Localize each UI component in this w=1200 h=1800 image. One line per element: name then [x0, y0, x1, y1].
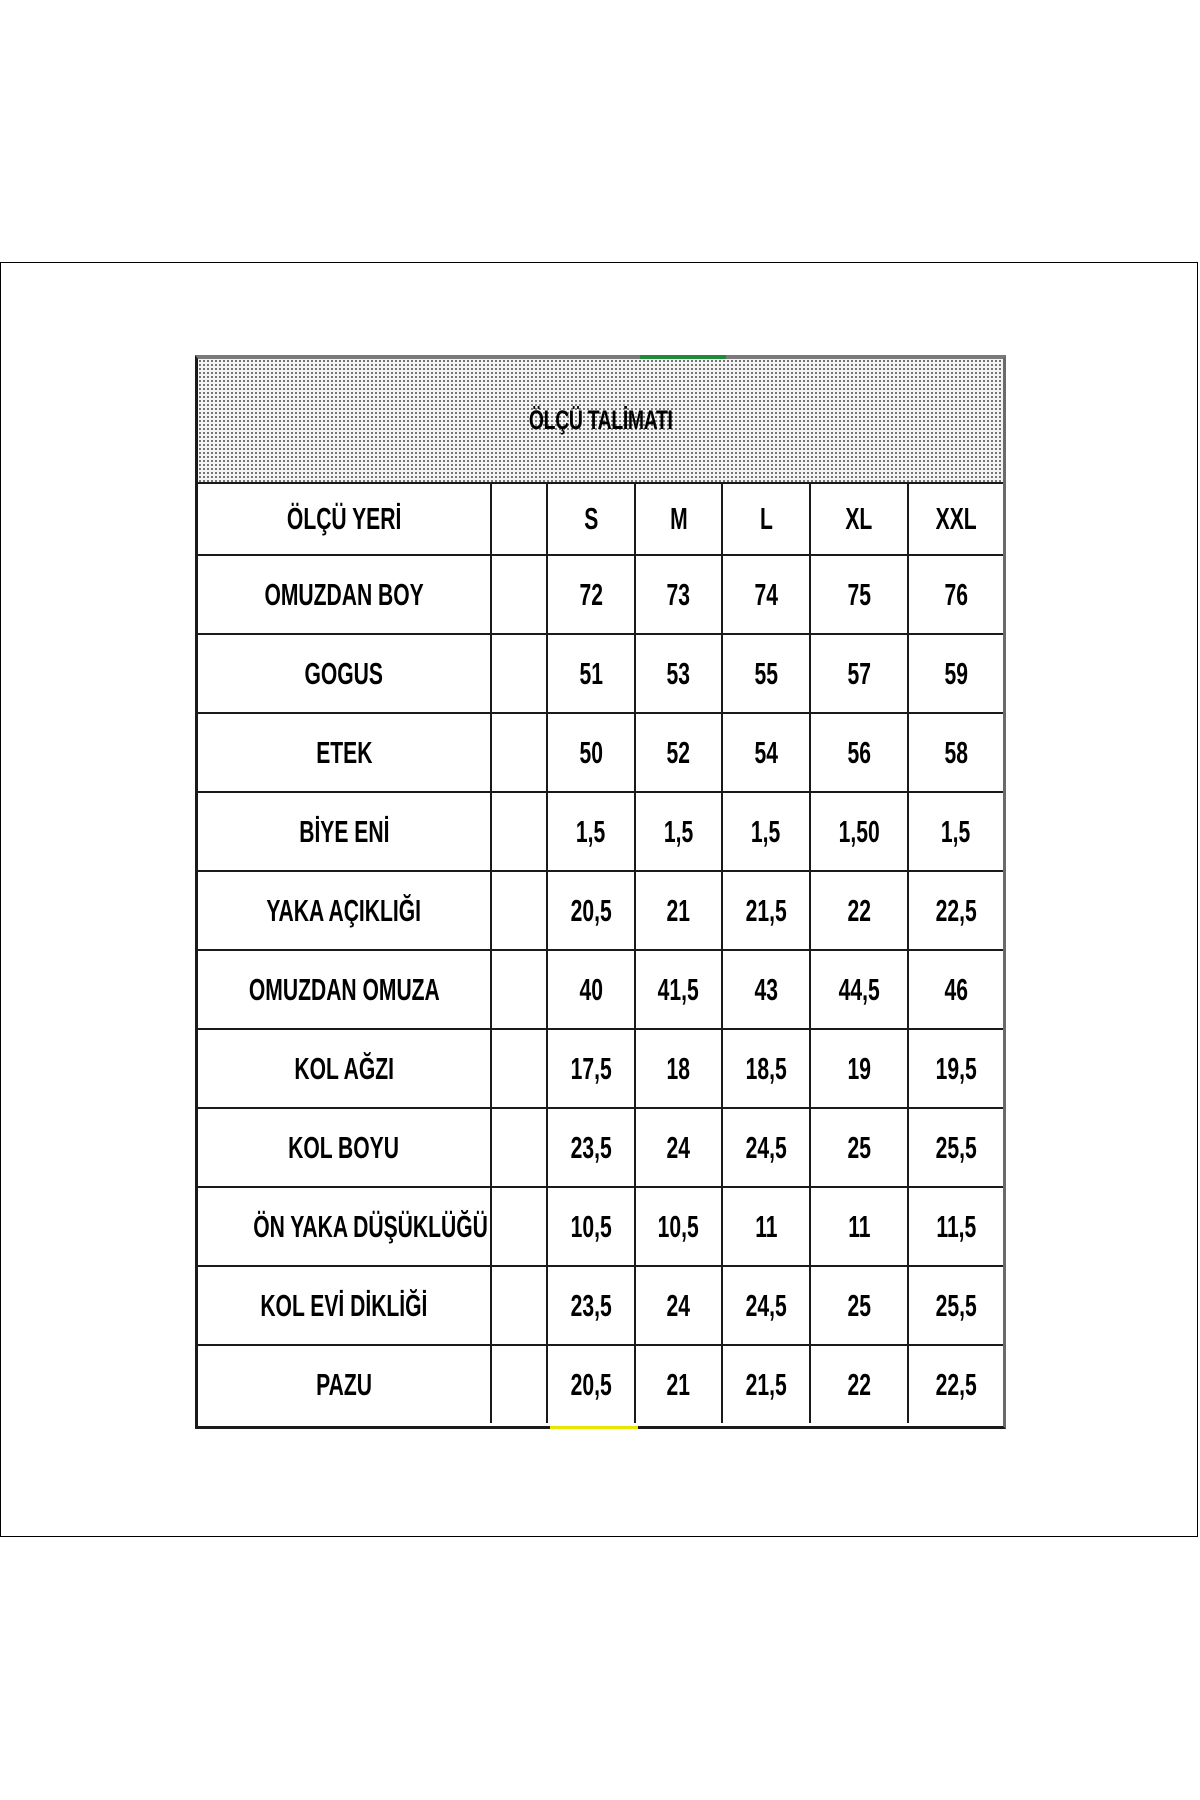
measurement-value-cell [635, 1187, 722, 1266]
measurement-value-cell [635, 792, 722, 871]
measurement-value-cell [547, 1108, 635, 1187]
measurement-value: 76 [944, 576, 968, 612]
measurement-label: KOL BOYU [288, 1129, 400, 1165]
measurement-value-cell [635, 1266, 722, 1345]
measurement-value: 52 [666, 734, 691, 770]
measurement-value-cell [635, 555, 722, 634]
measurement-label-cell [198, 1108, 491, 1187]
measurement-value: 25 [847, 1129, 871, 1165]
size-header-xl: XL [810, 484, 908, 555]
measurement-value: 20,5 [570, 1366, 612, 1402]
blank-cell [491, 634, 547, 713]
measurement-value: 58 [944, 734, 968, 770]
measurement-value: 22,5 [935, 892, 977, 928]
measurement-value-cell [908, 792, 1003, 871]
measurement-value: 19 [847, 1050, 871, 1086]
table-row [198, 713, 1003, 792]
header-label: ÖLÇÜ YERİ [286, 501, 402, 536]
size-header-s: S [547, 484, 635, 555]
measurement-value-cell [908, 634, 1003, 713]
measurement-value: 21 [666, 892, 691, 928]
measurement-value: 22 [847, 1366, 871, 1402]
measurement-value-cell [547, 555, 635, 634]
measurement-value-cell [722, 555, 810, 634]
size-header-l: L [722, 484, 810, 555]
table-row [198, 871, 1003, 950]
measurement-label: YAKA AÇIKLIĞI [266, 892, 422, 928]
measurement-value-cell [722, 792, 810, 871]
measurement-value-cell [547, 792, 635, 871]
measurement-label-cell [198, 950, 491, 1029]
measurement-label-cell [198, 1266, 491, 1345]
measurement-value-cell [635, 1029, 722, 1108]
measurement-value: 54 [754, 734, 778, 770]
measurement-value-cell [635, 1345, 722, 1423]
measurement-value: 24 [666, 1287, 691, 1323]
measurement-value-cell [810, 950, 908, 1029]
measurement-value: 41,5 [657, 971, 700, 1007]
measurement-value: 1,5 [663, 813, 694, 849]
measurement-value-cell [810, 792, 908, 871]
chart-title-row [198, 359, 1003, 484]
measurement-value: 23,5 [570, 1129, 612, 1165]
measurement-value: 18,5 [745, 1050, 787, 1086]
measurement-value: 11,5 [936, 1208, 976, 1244]
header-label-cell [198, 484, 491, 555]
size-table [198, 484, 1003, 1423]
table-row [198, 792, 1003, 871]
measurement-value: 22,5 [935, 1366, 977, 1402]
measurement-value-cell [908, 555, 1003, 634]
measurement-value: 57 [847, 655, 871, 691]
measurement-value: 51 [579, 655, 603, 691]
measurement-value: 24 [666, 1129, 691, 1165]
measurement-value-cell [908, 950, 1003, 1029]
blank-cell [491, 713, 547, 792]
measurement-value-cell [635, 1108, 722, 1187]
measurement-value-cell [908, 1108, 1003, 1187]
size-header-xxl: XXL [908, 484, 1003, 555]
measurement-value-cell [810, 871, 908, 950]
measurement-label-cell [198, 1345, 491, 1423]
measurement-value-cell [908, 1266, 1003, 1345]
measurement-label-cell [198, 792, 491, 871]
measurement-value: 10,5 [657, 1208, 700, 1244]
measurement-value-cell [810, 713, 908, 792]
measurement-value: 46 [944, 971, 968, 1007]
measurement-value: 75 [847, 576, 871, 612]
cell-highlight-marker [550, 1426, 638, 1429]
measurement-value: 21 [666, 1366, 691, 1402]
measurement-value-cell [547, 1266, 635, 1345]
chart-title: ÖLÇÜ TALİMATI [528, 405, 673, 435]
measurement-label-cell [198, 1029, 491, 1108]
measurement-value-cell [547, 634, 635, 713]
measurement-label: OMUZDAN OMUZA [248, 971, 440, 1007]
measurement-value-cell [722, 1187, 810, 1266]
measurement-value: 11 [847, 1208, 871, 1244]
measurement-value: 74 [754, 576, 778, 612]
table-row [198, 634, 1003, 713]
measurement-value: 24,5 [745, 1287, 787, 1323]
measurement-value: 1,50 [838, 813, 880, 849]
measurement-value-cell [722, 950, 810, 1029]
measurement-value-cell [635, 634, 722, 713]
measurement-value-cell [908, 713, 1003, 792]
measurement-value-cell [547, 1345, 635, 1423]
blank-cell [491, 792, 547, 871]
blank-cell [491, 1266, 547, 1345]
measurement-value: 25 [847, 1287, 871, 1323]
measurement-value: 17,5 [570, 1050, 612, 1086]
measurement-value-cell [722, 1266, 810, 1345]
measurement-value-cell [547, 713, 635, 792]
measurement-label: ETEK [315, 734, 373, 770]
measurement-value-cell [547, 871, 635, 950]
measurement-value: 44,5 [838, 971, 880, 1007]
blank-cell [491, 1345, 547, 1423]
measurement-value: 50 [579, 734, 603, 770]
measurement-label-cell [198, 1187, 491, 1266]
measurement-value-cell [722, 871, 810, 950]
measurement-value: 56 [847, 734, 871, 770]
blank-cell [491, 1187, 547, 1266]
measurement-value-cell [908, 1029, 1003, 1108]
table-row [198, 1345, 1003, 1423]
measurement-value-cell [722, 1345, 810, 1423]
blank-cell [491, 1029, 547, 1108]
measurement-label-cell [198, 555, 491, 634]
measurement-value: 23,5 [570, 1287, 612, 1323]
measurement-value-cell [547, 1187, 635, 1266]
measurement-value: 25,5 [935, 1129, 977, 1165]
measurement-value-cell [722, 634, 810, 713]
measurement-value: 1,5 [576, 813, 606, 849]
measurement-value-cell [547, 950, 635, 1029]
measurement-value: 25,5 [935, 1287, 977, 1323]
measurement-value-cell [635, 713, 722, 792]
measurement-value: 43 [754, 971, 778, 1007]
table-row [198, 1029, 1003, 1108]
measurement-value-cell [810, 1345, 908, 1423]
measurement-value-cell [722, 1108, 810, 1187]
measurement-value: 59 [944, 655, 968, 691]
measurement-value: 55 [754, 655, 778, 691]
measurement-value: 10,5 [570, 1208, 612, 1244]
measurement-value-cell [810, 634, 908, 713]
measurement-value: 72 [579, 576, 603, 612]
header-row [198, 484, 1003, 555]
table-row [198, 1187, 1003, 1266]
measurement-value: 21,5 [745, 1366, 787, 1402]
measurement-value-cell [722, 1029, 810, 1108]
table-row [198, 1108, 1003, 1187]
measurement-value: 18 [666, 1050, 691, 1086]
measurement-label-cell [198, 871, 491, 950]
measurement-label: ÖN YAKA DÜŞÜKLÜĞÜ [253, 1208, 488, 1244]
measurement-value: 40 [579, 971, 603, 1007]
table-row [198, 555, 1003, 634]
measurement-value-cell [908, 1345, 1003, 1423]
measurement-value: 24,5 [745, 1129, 787, 1165]
measurement-value-cell [908, 871, 1003, 950]
measurement-value-cell [908, 1187, 1003, 1266]
measurement-value: 1,5 [941, 813, 971, 849]
measurement-value: 73 [666, 576, 691, 612]
blank-cell [491, 555, 547, 634]
table-row [198, 1266, 1003, 1345]
blank-cell [491, 1108, 547, 1187]
table-row [198, 950, 1003, 1029]
blank-cell [491, 950, 547, 1029]
blank-cell [491, 871, 547, 950]
measurement-value: 11 [754, 1208, 778, 1244]
measurement-value: 19,5 [935, 1050, 977, 1086]
measurement-value: 22 [847, 892, 871, 928]
measurement-value-cell [810, 1266, 908, 1345]
measurement-label-cell [198, 713, 491, 792]
header-blank-cell [491, 484, 547, 555]
measurement-value: 21,5 [745, 892, 787, 928]
measurement-value-cell [547, 1029, 635, 1108]
measurement-label: PAZU [316, 1366, 372, 1402]
measurement-label: BİYE ENİ [298, 813, 390, 849]
measurement-value-cell [810, 1108, 908, 1187]
size-header-m: M [635, 484, 722, 555]
measurement-value-cell [635, 871, 722, 950]
measurement-value-cell [810, 1187, 908, 1266]
measurement-value-cell [722, 713, 810, 792]
measurement-value: 1,5 [751, 813, 781, 849]
measurement-label: KOL AĞZI [294, 1050, 394, 1086]
measurement-value-cell [635, 950, 722, 1029]
size-chart [195, 355, 1006, 1429]
measurement-label-cell [198, 634, 491, 713]
measurement-label: GOGUS [304, 655, 384, 691]
measurement-value-cell [810, 1029, 908, 1108]
measurement-label: OMUZDAN BOY [264, 576, 424, 612]
measurement-value-cell [810, 555, 908, 634]
measurement-value: 53 [666, 655, 691, 691]
measurement-value: 20,5 [570, 892, 612, 928]
measurement-label: KOL EVİ DİKLİĞİ [260, 1287, 428, 1323]
